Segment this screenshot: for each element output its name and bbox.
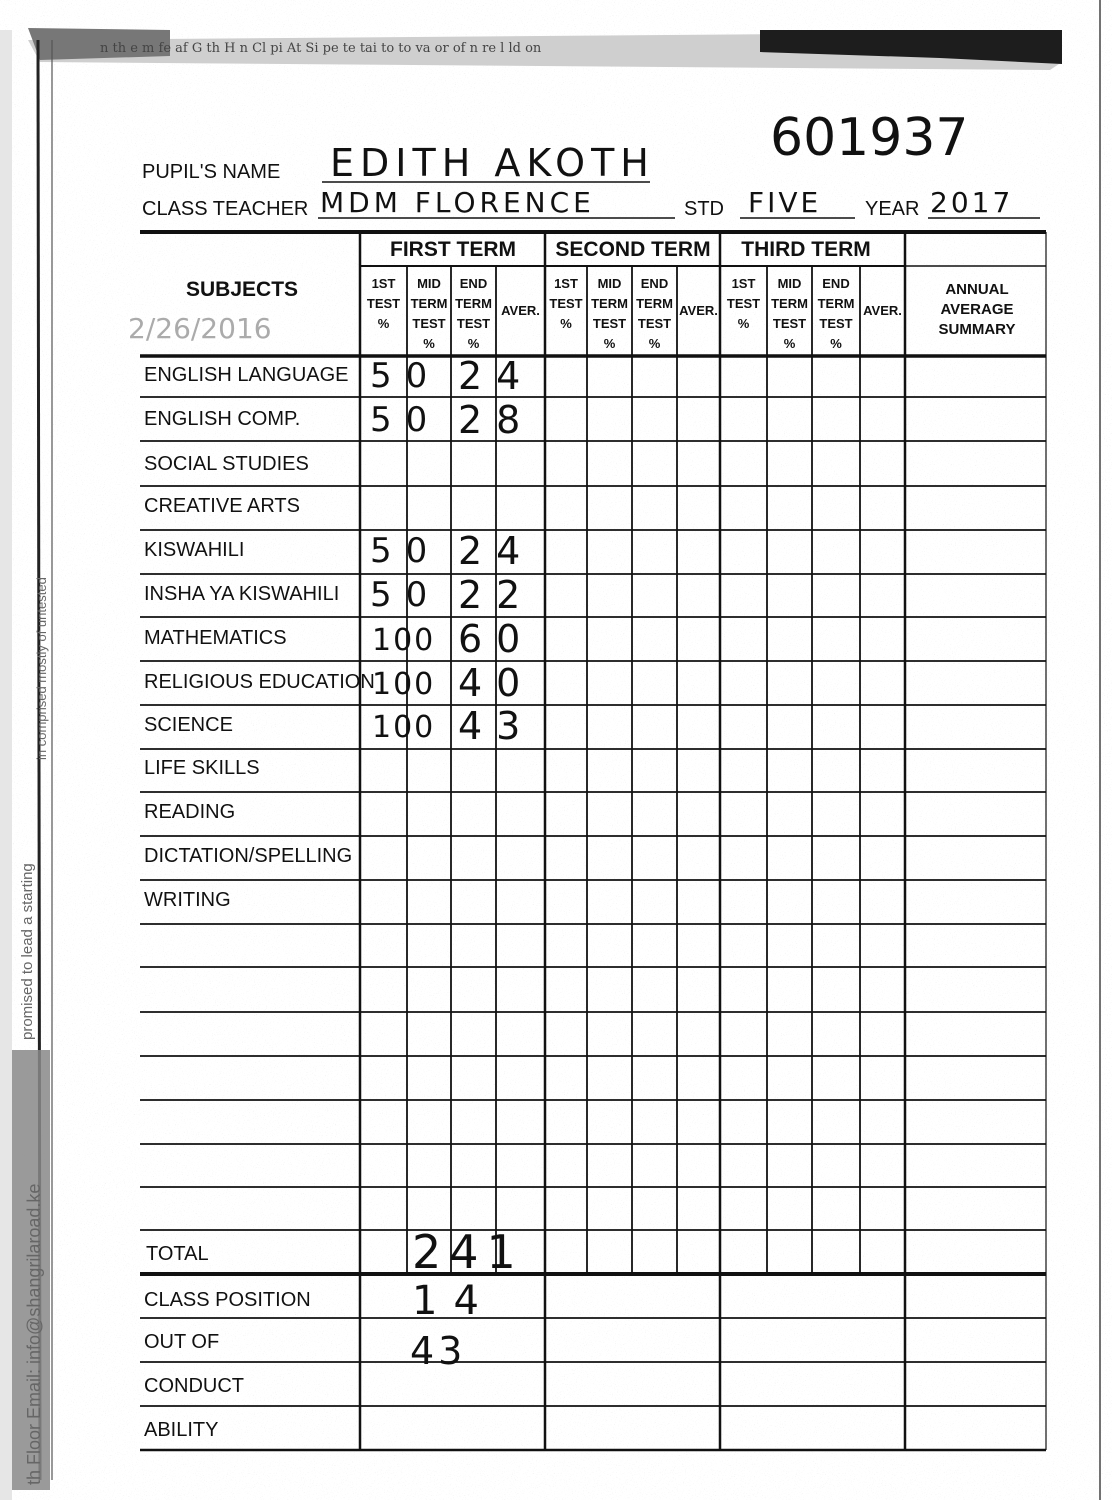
subject-name: SOCIAL STUDIES bbox=[144, 453, 309, 475]
term1-mid-header-line1: MID bbox=[417, 276, 441, 291]
first-term-score: 43 bbox=[458, 704, 535, 748]
term3-mid-header-line4: % bbox=[783, 336, 796, 351]
term2-aver-header-line1: AVER. bbox=[679, 303, 718, 318]
std-value: FIVE bbox=[748, 186, 822, 219]
annual-header-line2: AVERAGE bbox=[940, 301, 1014, 318]
subject-row bbox=[144, 453, 309, 475]
term2-mid-header-line3: TEST bbox=[592, 316, 627, 331]
annual-header-line1: ANNUAL bbox=[945, 281, 1009, 298]
term2-mid-header-line1: MID bbox=[597, 276, 622, 291]
class-teacher-value: MDM FLORENCE bbox=[320, 186, 595, 219]
first-term-out-of: 100 bbox=[372, 623, 436, 658]
margin-scribble: 2/26/2016 bbox=[128, 312, 272, 345]
second-term-header: SECOND TERM bbox=[555, 238, 711, 261]
annual-header-line3: SUMMARY bbox=[938, 321, 1016, 338]
term2-test1-header-line2: TEST bbox=[549, 296, 583, 311]
subject-row bbox=[144, 845, 352, 867]
subject-name: MATHEMATICS bbox=[144, 627, 287, 649]
term1-mid-header-line2: TERM bbox=[410, 296, 448, 311]
term3-test1-header-line1: 1ST bbox=[731, 276, 756, 291]
term2-mid-header-line2: TERM bbox=[591, 296, 628, 311]
subject-name: READING bbox=[144, 801, 236, 823]
term2-end-header-line1: END bbox=[640, 276, 669, 291]
term1-test1-header-line1: 1ST bbox=[371, 276, 396, 291]
first-term-score: 22 bbox=[458, 573, 535, 617]
term3-mid-header-line1: MID bbox=[777, 276, 802, 291]
class-position-value: 14 bbox=[412, 1278, 495, 1324]
term1-end-header-line4: % bbox=[467, 336, 480, 351]
first-term-out-of: 50 bbox=[370, 575, 442, 615]
term2-mid-header-line4: % bbox=[603, 336, 616, 351]
year-label: YEAR bbox=[865, 198, 920, 220]
out-of-value: 43 bbox=[410, 1329, 467, 1373]
term1-mid-header-line3: TEST bbox=[412, 316, 446, 331]
subject-row bbox=[144, 889, 231, 911]
term3-mid-header-line2: TERM bbox=[771, 296, 808, 311]
subject-name: DICTATION/SPELLING bbox=[144, 845, 353, 867]
pupil-name-label: PUPIL'S NAME bbox=[142, 161, 281, 183]
subject-row bbox=[144, 801, 235, 823]
term1-aver-header-line1: AVER. bbox=[501, 303, 540, 318]
subject-row bbox=[144, 757, 260, 779]
class-teacher-label: CLASS TEACHER bbox=[142, 198, 309, 220]
term3-test1-header-line3: % bbox=[737, 316, 750, 331]
subject-name: CREATIVE ARTS bbox=[144, 495, 300, 517]
first-term-score: 28 bbox=[458, 398, 535, 442]
third-term-header: THIRD TERM bbox=[741, 238, 871, 261]
term1-test1-header-line2: TEST bbox=[366, 296, 401, 311]
class-position-label: CLASS POSITION bbox=[144, 1289, 311, 1311]
ability-label: ABILITY bbox=[144, 1419, 219, 1441]
term3-end-header-line2: TERM bbox=[817, 296, 855, 311]
subject-name: INSHA YA KISWAHILI bbox=[144, 583, 340, 605]
out-of-label: OUT OF bbox=[144, 1331, 220, 1353]
term3-end-header-line3: TEST bbox=[819, 316, 853, 331]
term1-end-header-line3: TEST bbox=[456, 316, 491, 331]
subject-row bbox=[144, 495, 300, 517]
term2-end-header-line3: TEST bbox=[637, 316, 672, 331]
term1-test1-header-line3: % bbox=[377, 316, 390, 331]
term1-end-header-line1: END bbox=[459, 276, 488, 291]
first-term-header: FIRST TERM bbox=[390, 238, 516, 261]
left-side-print-3: in comprised mostly of untested bbox=[34, 577, 49, 760]
year-value: 2017 bbox=[930, 186, 1014, 219]
term3-aver-header-line1: AVER. bbox=[863, 303, 902, 318]
subject-name: SCIENCE bbox=[144, 714, 233, 736]
subject-name: WRITING bbox=[144, 889, 231, 911]
subject-name: RELIGIOUS EDUCATION bbox=[144, 671, 375, 693]
subject-name: KISWAHILI bbox=[144, 539, 245, 561]
term3-end-header-line1: END bbox=[822, 276, 850, 291]
term1-mid-header-line4: % bbox=[423, 336, 435, 351]
term3-mid-header-line3: TEST bbox=[772, 316, 807, 331]
first-term-score: 60 bbox=[458, 617, 535, 661]
subjects-header: SUBJECTS bbox=[186, 278, 299, 301]
first-term-score: 24 bbox=[458, 529, 535, 573]
term2-end-header-line4: % bbox=[648, 336, 661, 351]
top-strip-text: n th e m fe af G th H n Cl pi At Si pe te tai to to va or of n re l ld on bbox=[100, 41, 542, 56]
first-term-out-of: 50 bbox=[370, 400, 442, 440]
term2-test1-header-line1: 1ST bbox=[554, 276, 578, 291]
conduct-label: CONDUCT bbox=[144, 1375, 244, 1397]
subject-name: ENGLISH LANGUAGE bbox=[144, 364, 349, 386]
first-term-score: 24 bbox=[458, 354, 535, 398]
term2-end-header-line2: TERM bbox=[636, 296, 673, 311]
std-label: STD bbox=[684, 198, 724, 220]
first-term-out-of: 50 bbox=[370, 356, 442, 396]
term1-end-header-line2: TERM bbox=[455, 296, 492, 311]
left-side-print-2: promised to lead a starting bbox=[19, 863, 36, 1040]
total-label: TOTAL bbox=[146, 1243, 209, 1265]
subject-name: ENGLISH COMP. bbox=[144, 408, 301, 430]
term3-end-header-line4: % bbox=[830, 336, 842, 351]
total-value: 241 bbox=[412, 1225, 524, 1279]
first-term-score: 40 bbox=[458, 661, 535, 705]
first-term-out-of: 100 bbox=[372, 710, 436, 745]
first-term-out-of: 50 bbox=[370, 531, 442, 571]
left-side-print: th Floor Email: info@shangrilaroad.ke bbox=[24, 1183, 44, 1485]
term2-test1-header-line3: % bbox=[560, 316, 572, 331]
term3-test1-header-line2: TEST bbox=[726, 296, 761, 311]
document-number: 601937 bbox=[770, 108, 969, 168]
first-term-out-of: 100 bbox=[372, 667, 436, 702]
subject-name: LIFE SKILLS bbox=[144, 757, 260, 779]
pupil-name-value: EDITH AKOTH bbox=[330, 141, 655, 185]
